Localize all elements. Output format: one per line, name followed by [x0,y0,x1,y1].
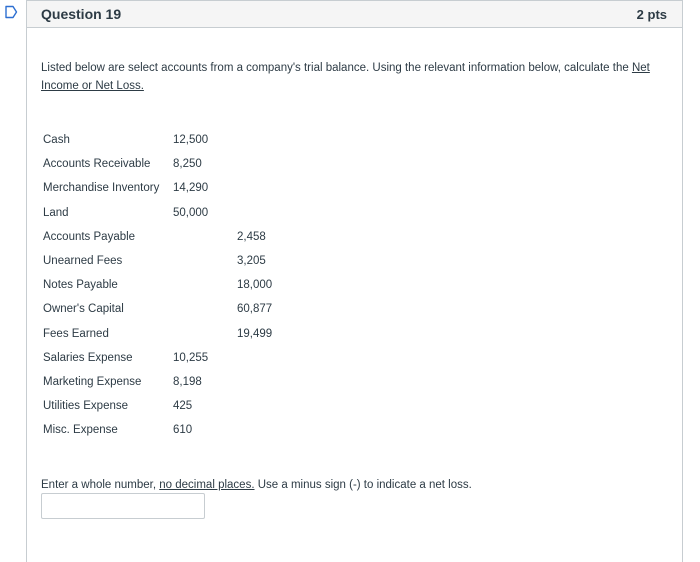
account-row [41,322,299,346]
account-row [41,418,299,442]
account-debit [171,322,235,346]
account-credit: 18,000 [237,279,273,292]
answer-instruction [41,479,472,491]
account-credit [235,346,299,370]
account-name: Misc. Expense [43,424,118,437]
account-debit: 8,198 [173,375,202,388]
question-header [27,0,682,28]
question-card [26,0,683,562]
prompt-text: Listed below are select accounts from a company's trial balance. Using the relevant information below, calculate the [41,62,632,74]
account-row [41,201,299,225]
account-name: Accounts Payable [43,230,136,243]
account-debit [171,249,235,273]
account-row [41,152,299,176]
account-name: Salaries Expense [43,351,133,364]
question-prompt [41,59,666,95]
instruction-underlined: no decimal places. [159,479,255,491]
account-debit: 14,290 [173,182,209,195]
account-debit: 12,500 [173,134,209,147]
flag-question-icon[interactable] [4,5,18,19]
account-row [41,225,299,249]
account-name: Utilities Expense [43,400,129,413]
account-row [41,370,299,394]
account-credit [235,152,299,176]
account-name: Cash [43,134,70,147]
account-debit [171,273,235,297]
account-row [41,346,299,370]
account-debit: 50,000 [173,206,209,219]
prompt-underlined: Net Income or Net Loss. [41,62,650,92]
account-row [41,128,299,152]
account-debit: 10,255 [173,351,209,364]
account-credit: 3,205 [237,255,266,268]
account-credit: 19,499 [237,327,273,340]
account-name: Fees Earned [43,327,109,340]
account-name: Notes Payable [43,279,118,292]
account-name: Accounts Receivable [43,158,151,171]
answer-input[interactable] [41,493,205,519]
accounts-table [41,128,299,442]
account-name: Owner's Capital [43,303,124,316]
account-row [41,249,299,273]
account-credit [235,176,299,200]
account-credit [235,128,299,152]
account-credit: 2,458 [237,230,266,243]
account-credit [235,394,299,418]
account-debit [171,225,235,249]
account-credit: 60,877 [237,303,273,316]
account-row [41,176,299,200]
account-credit [235,418,299,442]
account-debit: 425 [173,400,193,413]
account-row [41,273,299,297]
account-name: Marketing Expense [43,375,142,388]
instruction-post: Use a minus sign (-) to indicate a net loss. [254,479,472,491]
account-credit [235,201,299,225]
account-debit: 610 [173,424,193,437]
account-name: Unearned Fees [43,255,123,268]
question-points: 2 pts [636,6,667,22]
account-row [41,394,299,418]
account-name: Merchandise Inventory [43,182,160,195]
instruction-pre: Enter a whole number, [41,479,160,491]
account-row [41,297,299,321]
question-title: Question 19 [41,6,122,22]
account-debit: 8,250 [173,158,202,171]
account-name: Land [43,206,69,219]
account-debit [171,297,235,321]
account-credit [235,370,299,394]
